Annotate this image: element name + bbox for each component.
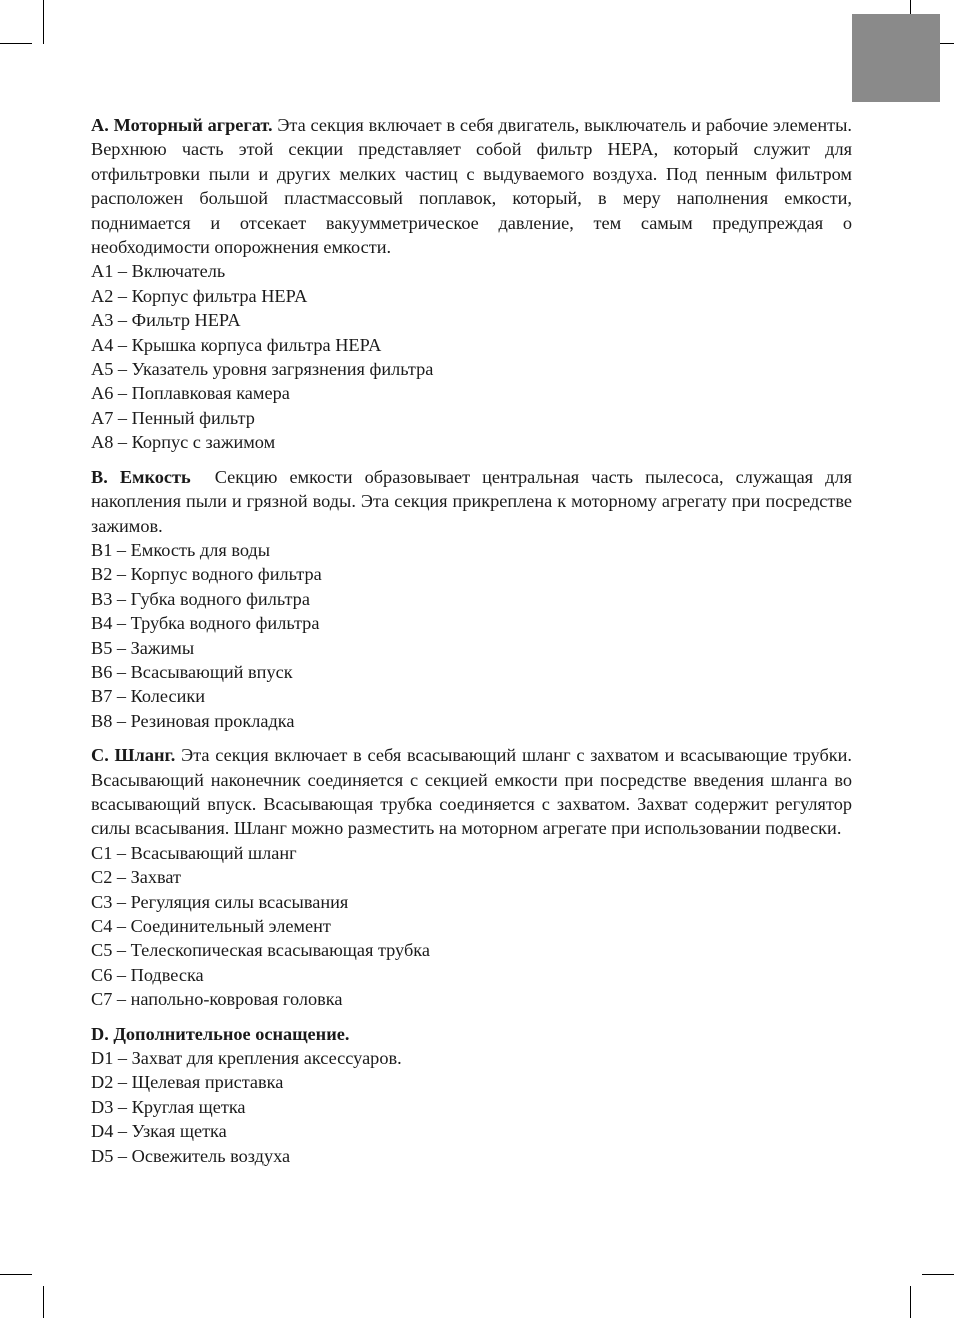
list-item: D4 – Узкая щетка [91, 1121, 227, 1142]
list-item: B7 – Колесики [91, 686, 206, 707]
crop-mark [0, 43, 32, 44]
list-item: A3 – Фильтр HEPA [91, 310, 241, 331]
list-item: C5 – Телескопическая всасывающая трубка [91, 940, 430, 961]
crop-mark [0, 1274, 32, 1275]
list-item: D2 – Щелевая приставка [91, 1072, 284, 1093]
list-item: A2 – Корпус фильтра HEPA [91, 285, 308, 306]
section-b-title: B. Емкость [91, 466, 191, 487]
section-a-title: A. Моторный агрегат. [91, 115, 273, 135]
crop-mark [922, 1274, 954, 1275]
list-item: A8 – Корпус с зажимом [91, 432, 276, 453]
list-item: B5 – Зажимы [91, 637, 195, 658]
section-b-description [91, 465, 857, 538]
crop-mark [43, 1286, 44, 1318]
list-item: B8 – Резиновая прокладка [91, 710, 295, 731]
list-item: D1 – Захват для крепления аксессуаров. [91, 1048, 402, 1069]
list-item: C1 – Всасывающий шланг [91, 842, 297, 863]
section-b [91, 465, 857, 733]
section-c [91, 743, 852, 1011]
list-item: D5 – Освежитель воздуха [91, 1145, 291, 1166]
list-item: D3 – Круглая щетка [91, 1096, 246, 1117]
list-item: B3 – Губка водного фильтра [91, 588, 310, 609]
list-item: C4 – Соединительный элемент [91, 916, 331, 936]
section-a-description [91, 113, 852, 259]
list-item: C6 – Подвеска [91, 964, 204, 985]
crop-mark [43, 0, 44, 44]
list-item: B4 – Трубка водного фильтра [91, 613, 320, 634]
section-d-title: D. Дополнительное оснащение. [91, 1023, 350, 1044]
section-c-text: Эта секция включает в себя всасывающий шланг с захватом и всасывающие трубки. Всасывающий наконечник соединяется с секцией емкости при посредстве введения шланга во всасывающий впуск. Всасывающая трубка соединяется с захватом. Захват содержит регулятор силы всасывания. Шланг можно разместить на моторном агрегате при использовании подвески. [91, 745, 852, 839]
list-item: B1 – Емкость для воды [91, 539, 271, 560]
section-a-list [91, 259, 852, 454]
list-item: B2 – Корпус водного фильтра [91, 564, 322, 585]
section-a [91, 113, 852, 455]
list-item: A4 – Крышка корпуса фильтра HEPA [91, 334, 382, 355]
list-item: A1 – Включатель [91, 261, 226, 282]
page-content [91, 113, 857, 1178]
list-item: A5 – Указатель уровня загрязнения фильтра [91, 359, 434, 380]
page-tab-marker [852, 14, 940, 102]
list-item: B6 – Всасывающий впуск [91, 661, 293, 682]
section-b-list [91, 538, 852, 733]
list-item: A7 – Пенный фильтр [91, 407, 255, 428]
list-item: A6 – Поплавковая камера [91, 383, 290, 404]
list-item: C7 – напольно-ковровая головка [91, 989, 343, 1010]
list-item: C3 – Регуляция силы всасывания [91, 891, 349, 912]
section-c-description [91, 743, 852, 841]
crop-mark [910, 1286, 911, 1318]
list-item: C2 – Захват [91, 867, 182, 888]
section-c-list [91, 841, 852, 1012]
section-c-title: C. Шланг. [91, 745, 176, 766]
section-d-list [91, 1046, 852, 1168]
section-a-text: Эта секция включает в себя двигатель, выключатель и рабочие элементы. Верхнюю часть этой секции представляет собой фильтр HEPA, который служит для отфильтровки пыли и других мелких частиц с выдуваемого воздуха. Под пенным фильтром расположен большой пластмассовый поплавок, который, в меру наполнения емкости, поднимается и отсекает вакуумметрическое давление, тем самым предупреждая о необходимости опорожнения емкости. [91, 115, 852, 258]
section-b-text: Секцию емкости образовывает центральная часть пылесоса, служащая для накопления пыли и грязной воды. Эта секция прикреплена к моторному агрегату при посредстве зажимов. [91, 466, 857, 536]
section-d [91, 1022, 852, 1168]
